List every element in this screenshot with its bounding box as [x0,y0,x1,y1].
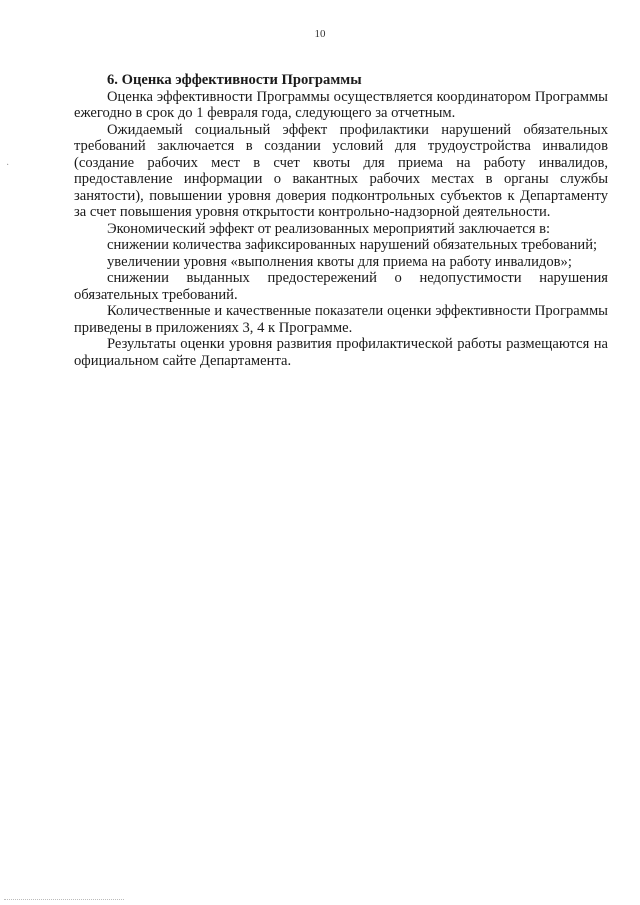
page-number: 10 [314,28,326,40]
document-body [74,72,608,369]
scan-artifact-mark: · [6,160,10,171]
scan-bottom-artifact [4,897,124,900]
list-item-violations: снижении количества зафиксированных нарушений обязательных требований; [107,237,598,253]
list-item-quota: увеличении уровня «выполнения квоты для приема на работу инвалидов»; [107,253,572,270]
paragraph-economic-effect: Экономический эффект от реализованных мероприятий заключается в: [107,220,551,237]
paragraph-social-effect: Ожидаемый социальный эффект профилактики нарушений обязательных требований заключается в создании условий для трудоустройства инвалидов (создание рабочих мест в счет квоты для приема на работу инвалидов, предоставление информации о вакантных рабочих местах в органы службы занятости), повышении уровня доверия подконтрольных субъектов к Департаменту за счет повышения уровня открытости контрольно-надзорной деятельности. [74,121,608,220]
list-item-warnings: снижении выданных предостережений о недопустимости нарушения обязательных требований. [74,270,608,303]
paragraph-results: Результаты оценки уровня развития профилактической работы размещаются на официальном сайте Департамента. [74,336,608,369]
section-heading: 6. Оценка эффективности Программы [107,72,362,88]
paragraph-indicators: Количественные и качественные показатели оценки эффективности Программы приведены в приложениях 3, 4 к Программе. [74,303,608,336]
paragraph-evaluation: Оценка эффективности Программы осуществляется координатором Программы ежегодно в срок до 1 февраля года, следующего за отчетным. [74,88,608,121]
